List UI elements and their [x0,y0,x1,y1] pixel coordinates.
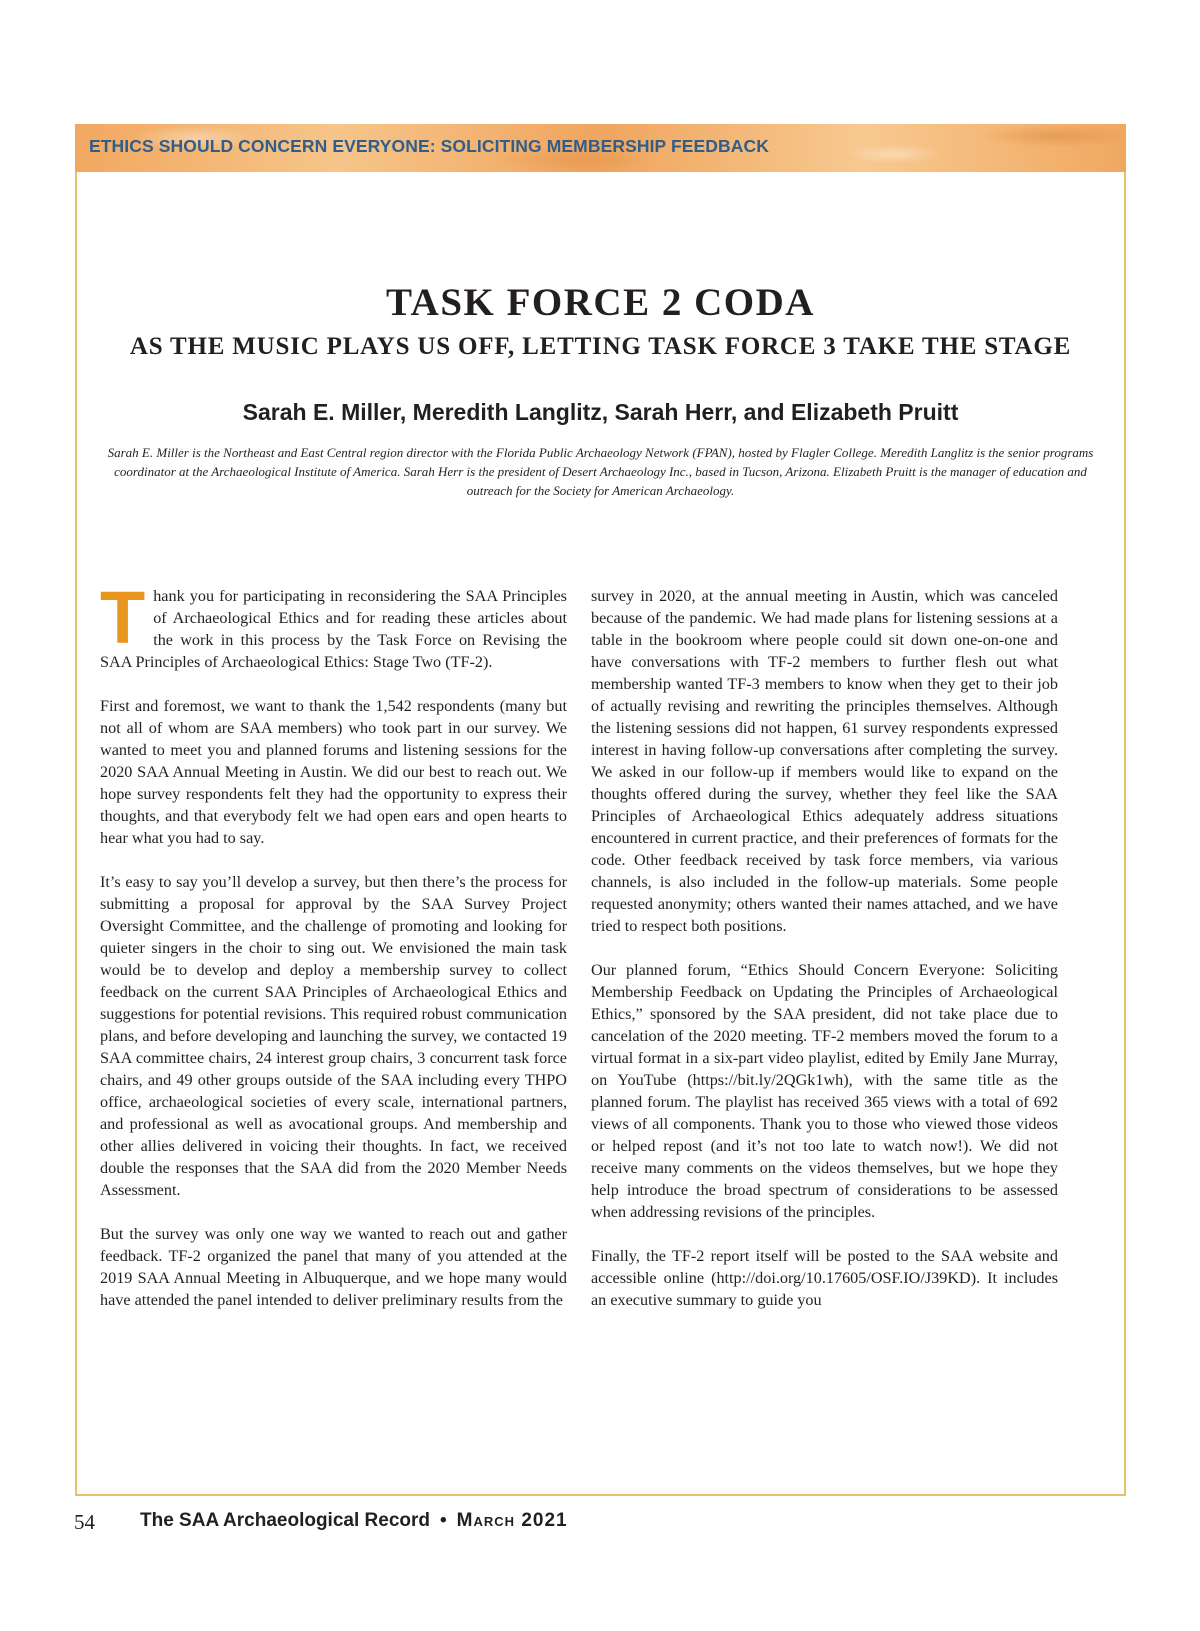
page-number: 54 [74,1510,95,1534]
paragraph: survey in 2020, at the annual meeting in Austin, which was canceled because of the pandemic. We had made plans for listening sessions at a table in the bookroom where people could sit down one-on-one and have conversations with TF-2 members to further flesh out what membership wanted TF-3 members to know when they get to their job of actually revising and rewriting the principles themselves. Although the listening sessions did not happen, 61 survey respondents expressed interest in having follow-up conversations after completing the survey. We asked in our follow-up if members would like to expand on the thoughts offered during the survey, whether they feel like the SAA Principles of Archaeological Ethics adequately address situations encountered in current practice, and their preferences of formats for the code. Other feedback received by task force members, via various channels, is also included in the follow-up materials. Some people requested anonymity; others wanted their names attached, and we have tried to respect both positions. [591,587,1058,935]
left-column [100,576,567,1333]
article-subtitle: AS THE MUSIC PLAYS US OFF, LETTING TASK FORCE 3 TAKE THE STAGE [129,333,1072,360]
section-banner [75,124,1126,172]
section-banner-text: ETHICS SHOULD CONCERN EVERYONE: SOLICITING MEMBERSHIP FEEDBACK [89,136,770,156]
publication-name: The SAA Archaeological Record [140,1510,430,1531]
publication-footer [140,1510,568,1532]
paragraph [100,576,567,673]
paragraph: First and foremost, we want to thank the 1,542 respondents (many but not all of whom are SAA members) who took part in our survey. We wanted to meet you and planned forums and listening sessions for the 2020 SAA Annual Meeting in Austin. We did our best to reach out. We hope survey respondents felt they had the opportunity to express their thoughts, and that everybody felt we had open ears and open hearts to hear what you had to say. [100,697,567,847]
article-authors: Sarah E. Miller, Meredith Langlitz, Sarah Herr, and Elizabeth Pruitt [242,399,959,425]
right-column [591,585,1058,1333]
paragraph: Our planned forum, “Ethics Should Concern Everyone: Soliciting Membership Feedback on Updating the Principles of Archaeological Ethics,” sponsored by the SAA president, did not take place due to cancelation of the 2020 meeting. TF-2 members moved the forum to a virtual format in a six-part video playlist, edited by Emily Jane Murray, on YouTube (https://bit.ly/2QGk1wh), with the same title as the planned forum. The playlist has received 365 views with a total of 692 views of all components. Thank you to those who viewed those videos or helped repost (and it’s not too late to watch now!). We did not receive many comments on the videos themselves, but we hope they help introduce the broad spectrum of considerations to be assessed when addressing revisions of the principles. [591,961,1058,1221]
article-title: TASK FORCE 2 CODA [386,281,815,324]
footer-separator: • [440,1510,447,1531]
paragraph: But the survey was only one way we wanted to reach out and gather feedback. TF-2 organized the panel that many of you attended at the 2019 SAA Annual Meeting in Albuquerque, and we hope many would have attended the panel intended to deliver preliminary results from the [100,1225,567,1309]
author-bios: Sarah E. Miller is the Northeast and East Central region director with the Florida Public Archaeology Network (FPAN), hosted by Flagler College. Meredith Langlitz is the senior programs coordinator at the Archaeological Institute of America. Sarah Herr is the president of Desert Archaeology Inc., based in Tucson, Arizona. Elizabeth Pruitt is the manager of education and outreach for the Society for American Archaeology. [107,445,1094,498]
paragraph-text: hank you for participating in reconsidering the SAA Principles of Archaeological Ethics and for reading these articles about the work in this process by the Task Force on Revising the SAA Principles of Archaeological Ethics: Stage Two (TF-2). [100,587,567,671]
paragraph: Finally, the TF-2 report itself will be posted to the SAA website and accessible online (http://doi.org/10.17605/OSF.IO/J39KD). It includes an executive summary to guide you [591,1247,1058,1309]
paragraph: It’s easy to say you’ll develop a survey, but then there’s the process for submitting a proposal for approval by the SAA Survey Project Oversight Committee, and the challenge of promoting and looking for quieter singers in the choir to sing out. We envisioned the main task would be to develop and deploy a membership survey to collect feedback on the current SAA Principles of Archaeological Ethics and suggestions for potential revisions. This required robust communication plans, and before developing and launching the survey, we contacted 19 SAA committee chairs, 24 interest group chairs, 3 concurrent task force chairs, and 49 other groups outside of the SAA including every THPO office, archaeological societies of every scale, international partners, and professional as well as avocational groups. And membership and other allies delivered in voicing their thoughts. In fact, we received double the responses that the SAA did from the 2020 Member Needs Assessment. [100,873,567,1199]
issue-date: March 2021 [456,1510,568,1531]
drop-cap: T [100,576,146,659]
